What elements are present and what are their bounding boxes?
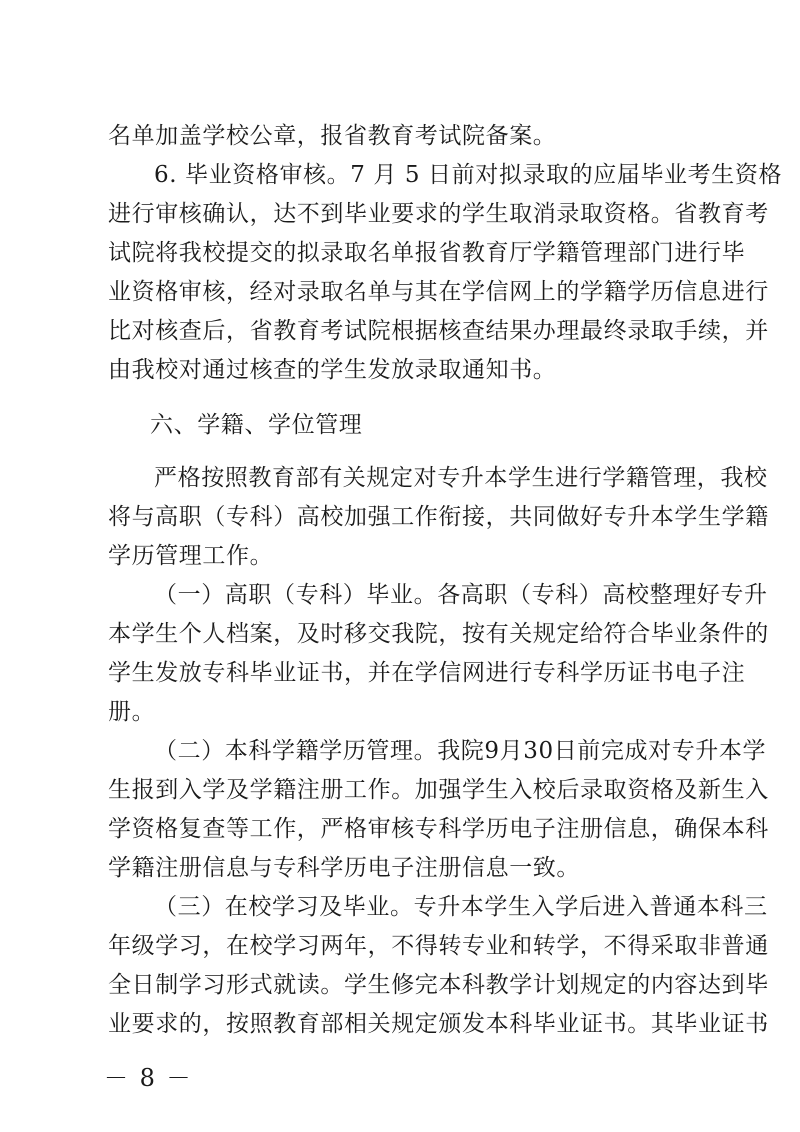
text-line: 学籍注册信息与专科学历电子注册信息一致。 [108, 855, 580, 881]
text-line: 业资格审核，经对录取名单与其在学信网上的学籍学历信息进行 [108, 279, 769, 305]
text-line: 进行审核确认，达不到毕业要求的学生取消录取资格。省教育考 [108, 201, 769, 227]
text-line: 生报到入学及学籍注册工作。加强学生入校后录取资格及新生入 [108, 777, 769, 803]
text-line: 由我校对通过核查的学生发放录取通知书。 [108, 357, 557, 383]
text-line: 业要求的，按照教育部相关规定颁发本科毕业证书。其毕业证书 [108, 1011, 769, 1037]
text-line: 本学生个人档案，及时移交我院，按有关规定给符合毕业条件的 [108, 621, 769, 647]
text-line: 年级学习，在校学习两年，不得转专业和转学，不得采取非普通 [108, 933, 769, 959]
text-line: 学资格复查等工作，严格审核专科学历电子注册信息，确保本科 [108, 816, 769, 842]
text-line: 学历管理工作。 [108, 543, 274, 569]
text-line: 比对核查后，省教育考试院根据核查结果办理最终录取手续，并 [108, 318, 769, 344]
section-heading: 六、学籍、学位管理 [150, 412, 363, 438]
text-line: 册。 [108, 699, 156, 725]
text-line: 全日制学习形式就读。学生修完本科教学计划规定的内容达到毕 [108, 972, 769, 998]
text-line: 严格按照教育部有关规定对专升本学生进行学籍管理，我校 [154, 465, 768, 491]
text-line: 名单加盖学校公章，报省教育考试院备案。 [108, 123, 557, 149]
text-line: 试院将我校提交的拟录取名单报省教育厅学籍管理部门进行毕 [108, 240, 746, 266]
text-line: （三）在校学习及毕业。专升本学生入学后进入普通本科三 [154, 894, 768, 920]
text-line: 将与高职（专科）高校加强工作衔接，共同做好专升本学生学籍 [108, 504, 769, 530]
text-line: （一）高职（专科）毕业。各高职（专科）高校整理好专升 [154, 582, 768, 608]
page-number: － 8 － [104, 1064, 193, 1092]
text-line: （二）本科学籍学历管理。我院9月30日前完成对专升本学 [154, 738, 767, 764]
text-line: 6. 毕业资格审核。7 月 5 日前对拟录取的应届毕业考生资格 [154, 162, 783, 188]
text-line: 学生发放专科毕业证书，并在学信网进行专科学历证书电子注 [108, 660, 746, 686]
